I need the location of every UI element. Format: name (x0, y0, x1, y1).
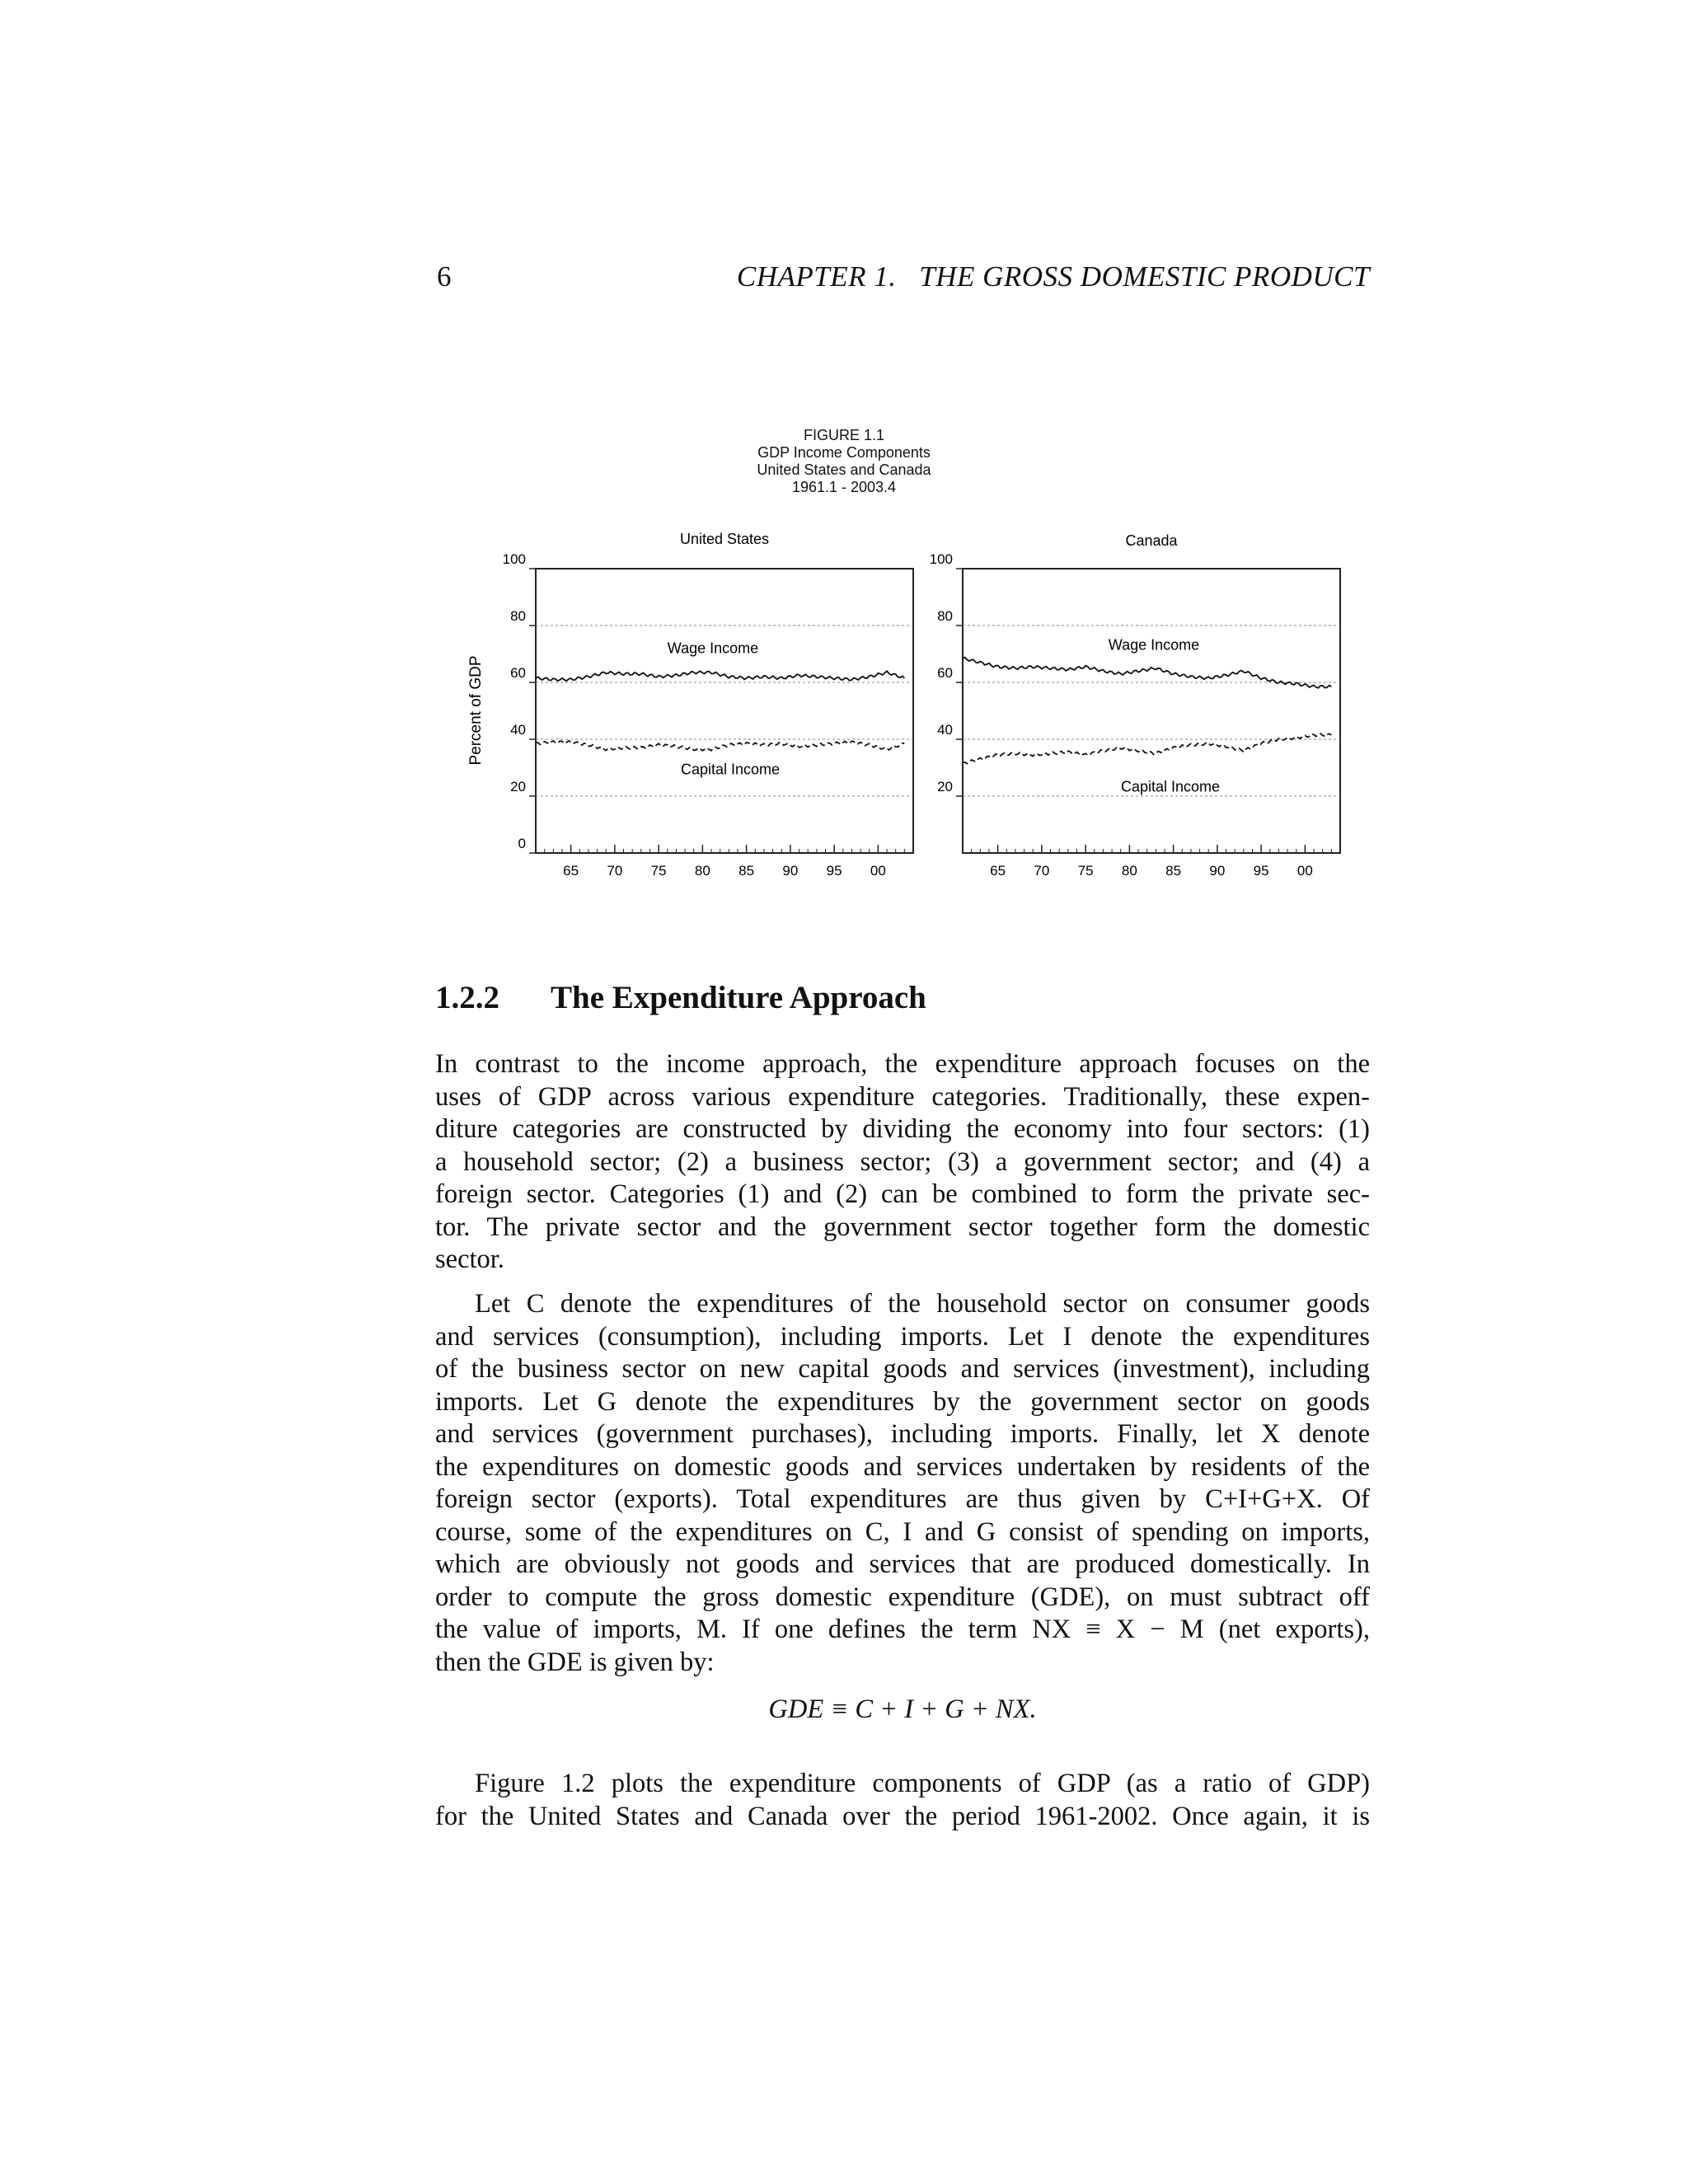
figure-title (0, 427, 1688, 501)
text-line: foreign sector (exports). Total expenditures are thus given by C+I+G+X. Of (435, 1484, 1370, 1514)
text-line: foreign sector. Categories (1) and (2) can be combined to form the private sec- (435, 1179, 1370, 1209)
y-axis-label: Percent of GDP (467, 655, 485, 766)
panel-title: United States (679, 531, 770, 547)
running-head (437, 260, 1370, 297)
paragraph-3 (435, 1768, 1370, 1833)
figure-label: FIGURE 1.1 (803, 427, 885, 443)
text-line: then the GDE is given by: (435, 1647, 715, 1677)
text-line: uses of GDP across various expenditure categories. Traditionally, these expen- (435, 1081, 1370, 1112)
wage-income-line (963, 658, 1331, 688)
x-tick-label: 85 (738, 863, 755, 879)
income-components-charts (0, 511, 1688, 956)
text-line: for the United States and Canada over the period 1961-2002. Once again, it is (435, 1801, 1370, 1831)
section-number: 1.2.2 (435, 980, 499, 1015)
y-tick-label: 60 (937, 665, 953, 681)
x-tick-label: 00 (870, 863, 886, 879)
y-tick-label: 20 (510, 779, 526, 794)
paragraph-2 (435, 1288, 1370, 1679)
x-tick-label: 70 (607, 863, 623, 879)
y-tick-label: 80 (510, 608, 526, 624)
paragraph-1 (435, 1048, 1370, 1277)
x-tick-label: 85 (1165, 863, 1182, 879)
text-line: the expenditures on domestic goods and services undertaken by residents of the (435, 1451, 1370, 1482)
chapter-title: CHAPTER 1. THE GROSS DOMESTIC PRODUCT (736, 260, 1370, 293)
section-heading (435, 979, 926, 1016)
text-line: diture categories are constructed by dividing the economy into four sectors: (1) (435, 1114, 1370, 1144)
text-line: of the business sector on new capital goods and services (investment), including (435, 1354, 1370, 1384)
capital-income-label: Capital Income (1120, 778, 1221, 795)
y-tick-label: 80 (937, 608, 953, 624)
x-tick-label: 80 (694, 863, 710, 879)
text-line: order to compute the gross domestic expenditure (GDE), on must subtract off (435, 1582, 1370, 1612)
wage-income-label: Wage Income (667, 640, 759, 657)
text-line: Figure 1.2 plots the expenditure components of GDP (as a ratio of GDP) (475, 1769, 1370, 1798)
x-tick-label: 90 (1209, 863, 1226, 879)
y-tick-label: 100 (502, 551, 526, 567)
x-tick-label: 65 (990, 863, 1006, 879)
x-tick-label: 95 (826, 863, 842, 879)
section-title: The Expenditure Approach (551, 980, 926, 1015)
x-tick-label: 95 (1253, 863, 1269, 879)
figure-caption-line: 1961.1 - 2003.4 (791, 479, 897, 495)
capital-income-line (536, 741, 904, 751)
text-line: In contrast to the income approach, the expenditure approach focuses on the (435, 1049, 1370, 1079)
y-tick-label: 0 (518, 836, 526, 851)
x-tick-label: 90 (782, 863, 799, 879)
text-line: and services (government purchases), including imports. Finally, let X denote (435, 1419, 1370, 1449)
capital-income-line (963, 733, 1331, 764)
text-line: tor. The private sector and the government sector together form the domestic (435, 1212, 1370, 1242)
x-tick-label: 75 (1077, 863, 1094, 879)
x-tick-label: 70 (1034, 863, 1050, 879)
capital-income-label: Capital Income (680, 761, 781, 778)
plot-frame (536, 569, 913, 853)
plot-frame (963, 569, 1340, 853)
x-tick-label: 65 (563, 863, 579, 879)
display-equation: GDE ≡ C + I + G + NX. (768, 1694, 1037, 1724)
text-line: Let C denote the expenditures of the household sector on consumer goods (475, 1289, 1370, 1319)
page-number: 6 (437, 260, 452, 293)
chart-panel-united-states (503, 531, 913, 879)
wage-income-line (536, 671, 904, 681)
text-line: which are obviously not goods and services that are produced domestically. In (435, 1549, 1370, 1579)
text-line: imports. Let G denote the expenditures by the government sector on goods (435, 1386, 1370, 1417)
y-tick-label: 40 (937, 722, 953, 738)
x-tick-label: 00 (1296, 863, 1313, 879)
x-tick-label: 80 (1121, 863, 1137, 879)
text-line: course, some of the expenditures on C, I and G consist of spending on imports, (435, 1516, 1370, 1547)
y-tick-label: 40 (510, 722, 526, 738)
text-line: sector. (435, 1244, 504, 1274)
text-line: the value of imports, M. If one defines the term NX ≡ X − M (net exports), (435, 1615, 1370, 1644)
text-line: a household sector; (2) a business sector; (3) a government sector; and (4) a (435, 1146, 1370, 1177)
y-tick-label: 60 (510, 665, 526, 681)
figure-caption-line: United States and Canada (757, 462, 931, 478)
wage-income-label: Wage Income (1108, 636, 1200, 654)
text-line: and services (consumption), including imports. Let I denote the expenditures (435, 1321, 1370, 1352)
figure-caption-line: GDP Income Components (757, 444, 931, 461)
x-tick-label: 75 (650, 863, 667, 879)
chart-panel-canada (930, 532, 1340, 879)
y-tick-label: 20 (937, 779, 953, 794)
panel-title: Canada (1125, 532, 1178, 549)
y-tick-label: 100 (929, 551, 953, 567)
